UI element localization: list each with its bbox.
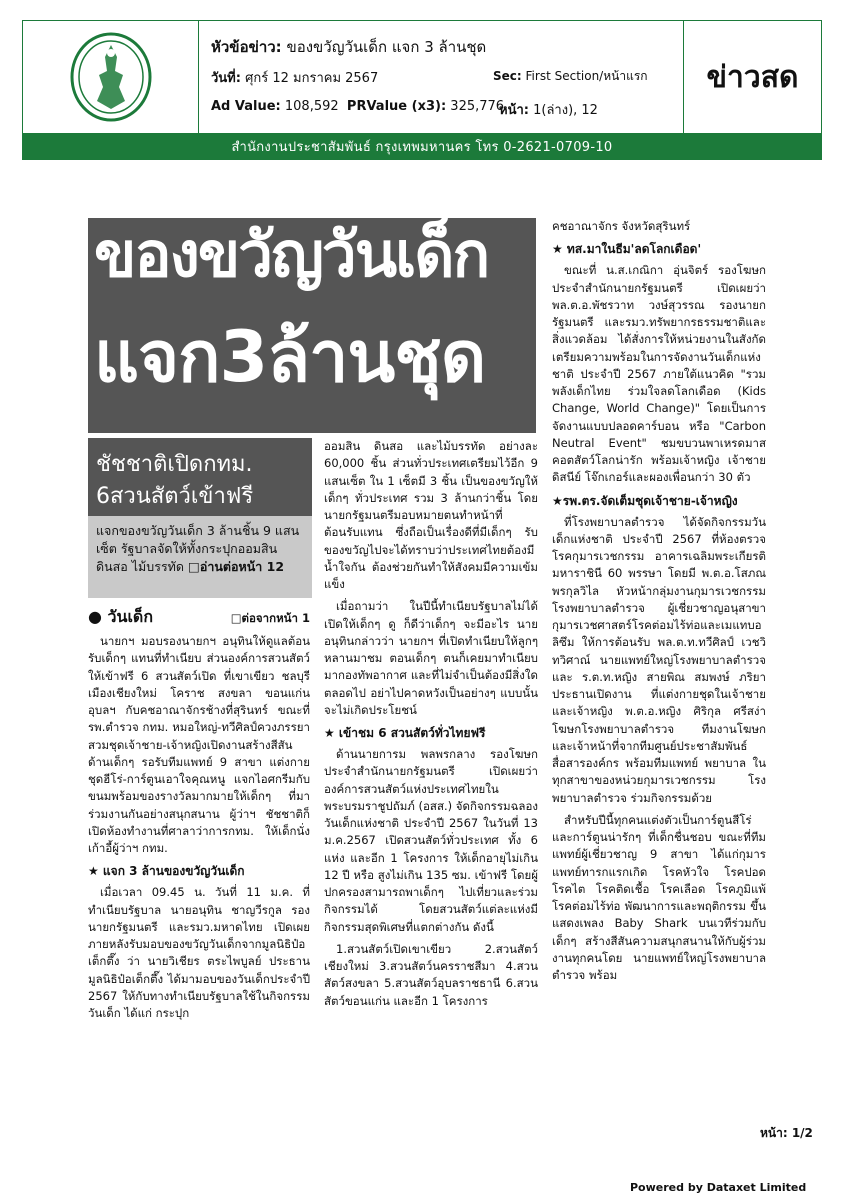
section-label: Sec: [493,69,522,83]
bma-seal-icon [69,31,153,123]
article-column-2 [324,438,538,1015]
kicker-continued: □ต่อจากหน้า 1 [230,611,310,625]
subheadline-box [88,438,312,598]
subheadline-line-1: ชัชชาติเปิดกทม. [96,452,253,477]
subheadline-line-2: 6สวนสัตว์เข้าฟรี [96,484,254,509]
lead-text: แจกของขวัญวันเด็ก 3 ล้านชิ้น 9 แสนเซ็ต รัฐบาลจัดให้ทั้งกระปุกออมสิน ดินสอ ไม้บรรทัด [96,523,300,575]
date-value: ศุกร์ 12 มกราคม 2567 [245,71,379,86]
main-headline [88,218,536,433]
headline-line-2: แจก3ล้านชุด [94,316,486,398]
section-value: First Section/หน้าแรก [525,69,648,83]
date-label: วันที่: [211,71,241,86]
section-heading: ★รพ.ตร.จัดเต็มชุดเจ้าชาย-เจ้าหญิง [552,493,738,508]
date-row [211,67,378,88]
paragraph: ด้านนายการม พลพรกลาง รองโฆษกประจำสำนักนายกรัฐมนตรี เปิดเผยว่า องค์การสวนสัตว์แห่งประเทศไทยในพระบรมราชูปถัมภ์ (อสส.) จัดกิจกรรมฉลองวันเด็กแห่งชาติ ประจำปี 2567 ในวันที่ 13 ม.ค.2567 เปิดสวนสัตว์ทั่วประเทศ ทั้ง 6 แห่ง และอีก 1 โครงการ ให้เด็กอายุไม่เกิน 12 ปี หรือ สูงไม่เกิน 135 ซม. เข้าฟรี โดยผู้ปกครองสามารถพาเด็กๆ ไปเที่ยวและร่วมกิจกรรมได้ โดยสวนสัตว์แต่ละแห่งมีกิจกรรมสุดพิเศษที่แตกต่างกัน ดังนี้ [324,747,538,934]
paragraph: คชอาณาจักร จังหวัดสุรินทร์ [552,219,691,233]
clipping-meta [199,21,684,133]
headline-line-1: ของขวัญวันเด็ก [94,218,489,291]
page-number: หน้า: 1/2 [760,1126,813,1140]
page-label: หน้า: [499,103,529,118]
section-heading: ★ เข้าชม 6 สวนสัตว์ทั่วไทยฟรี [324,726,486,740]
page-row [499,99,598,120]
article-column-1 [88,605,310,1027]
lead-box [88,516,312,598]
section-heading: ★ ทส.มาในธีม'ลดโลกเดือด' [552,242,702,257]
paragraph: ออมสิน ดินสอ และไม้บรรทัด อย่างละ 60,000 ชิ้น ส่วนทั่วประเทศเตรียมไว้อีก 9 แสนเซ็ต ใน 1 เซ็ตมี 3 ชิ้น เป็นของขวัญให้เด็กๆ ทั่วประเทศ รวม 3 ล้านกว่าชิ้น โดยนายกรัฐมนตรีมอบหมายตนทำหน้าที่ต้อนรับแทน ซึ่งถือเป็นเรื่องดีที่มีเด็กๆ รับของขวัญไปจะได้ทราบว่าประเทศไทยต้องมีน้ำใจกัน ต้องช่วยกันทำให้สังคมมีความเข้มแข็ง [324,439,538,591]
headline-label: หัวข้อข่าว: [211,38,282,56]
kicker-row [88,605,310,629]
paragraph: ขณะที่ น.ส.เกณิกา อุ่นจิตร์ รองโฆษกประจำสำนักนายกรัฐมนตรี เปิดเผยว่า พล.ต.อ.พัชรวาท วงษ์สุวรรณ รองนายกรัฐมนตรี และรมว.ทรัพยากรธรรมชาติและสิ่งแวดล้อม ได้สั่งการให้หน่วยงานในสังกัดเตรียมความพร้อมในการจัดงานวันเด็กแห่งชาติ ประจำปี 2567 ภายใต้แนวคิด "รวมพลังเด็กไทย ร่วมใจลดโลกเดือด (Kids Change, World Change)" โดยเป็นการจัดงานแบบปลอดคาร์บอน หรือ "Carbon Neutral Event" ชมขบวนพาเหรดมาสคอตสัตว์โลกน่ารัก พร้อมเจ้าหญิง เจ้าชายดิสนีย์ โจ๊กเกอร์และผองเพื่อนกว่า 30 ตัว [552,263,766,485]
pr-value: 325,776 [450,99,505,114]
paragraph: ที่โรงพยาบาลตำรวจ ได้จัดกิจกรรมวันเด็กแห่งชาติ ประจำปี 2567 ที่ห้องตรวจโรคกุมารเวชกรรม อาคารเฉลิมพระเกียรติมหาราชินี 60 พรรษา โดยมี พ.ต.อ.โสภณ พรกุลวิไล หัวหน้ากลุ่มงานกุมารเวชกรรม โรงพยาบาลตำรวจ ผู้เชี่ยวชาญอนุสาขากุมารเวชศาสตร์โรคต่อมไร้ท่อและเมแทบอลิซึม ให้การต้อนรับ พล.ต.ท.ทวีศิลป์ เวชวิทวิศาณ์ นายแพทย์ใหญ่โรงพยาบาลตำรวจ และ ร.ต.ท.หญิง สายพิณ สมพงษ์ ภริยา ประธานเปิดงาน ที่แต่งกายชุดในเจ้าชายและเจ้าหญิง พ.ต.อ.หญิง ศิริกุล ศรีสง่า โฆษกโรงพยาบาลตำรวจ ทีมงานโฆษก และเจ้าหน้าที่จากทีมศูนย์ประชาสัมพันธ์สื่อสารองค์กร พร้อมทีมแพทย์ พยาบาล ในทุกสาขาของหน่วยกุมารเวชกรรม โรงพยาบาลตำรวจ ร่วมกิจกรรมด้วย [552,514,766,805]
office-bar: สำนักงานประชาสัมพันธ์ กรุงเทพมหานคร โทร 0-2621-0709-10 [23,133,821,159]
headline-row [211,35,486,59]
paragraph: เมื่อถามว่า ในปีนี้ทำเนียบรัฐบาลไม่ได้เปิดให้เด็กๆ ดู ก็ดีว่าเด็กๆ จะมีอะไร นายอนุทินกล่าวว่า นายกฯ ที่เปิดทำเนียบให้ลูกๆ หลานมาชม ตอนเด็กๆ ตนก็เคยมาทำเนียบ มากองทัพอากาศ และที่ไม่จำเป็นต้องมีสิ่งใดตลอดไป อย่าไปคาดหวังเป็นอย่างๆ แบบนั้นจะไม่เกิดประโยชน์ [324,599,538,717]
paragraph: นายกฯ มอบรองนายกฯ อนุทินให้ดูแลต้อนรับเด็กๆ แทนที่ทำเนียบ ส่วนองค์การสวนสัตว์ให้เข้าฟรี 6 สวนสัตว์เปิด ที่เขาเขียว ชลบุรี เมืองเชียงใหม่ โคราช สงขลา ขอนแก่น อุบลฯ กับคชอาณาจักรช้างที่สุรินทร์ ขณะที่รพ.ตำรวจ กทม. หมอใหญ่-ทวีศิลป์ควงภรรยา สวมชุดเจ้าชาย-เจ้าหญิงเปิดงานสร้างสีสัน ด้านเด็กๆ รอรับทีมแพทย์ 9 สาขา แต่งกายชุดฮีโร่-การ์ตูนเอาใจคุณหนู แจกไอศกรีมกับขนมพร้อมของรางวัลมากมายให้เด็กๆ ที่มาร่วมงานกันอย่างสนุกสนาน ผู้ว่าฯ ชัชชาติก็เปิดห้องทำงานที่ศาลาว่าการกทม. ให้เด็กนั่งเก้าอี้ผู้ว่าฯ กทม. [88,634,310,855]
paragraph: เมื่อเวลา 09.45 น. วันที่ 11 ม.ค. ที่ทำเนียบรัฐบาล นายอนุทิน ชาญวีรกูล รองนายกรัฐมนตรี และรมว.มหาดไทย เปิดเผยภายหลังรับมอบของขวัญวันเด็กจากมูลนิธิป๋อเต็กตึ๊ง ว่า นายวิเชียร ตระไพบูลย์ ประธานมูลนิธิป๋อเต็กตึ๊ง ได้มามอบของวันเด็กประจำปี 2567 ให้กับทางทำเนียบรัฐบาลใช้ในกิจกรรมวันเด็ก ได้แก่ กระปุก [88,885,310,1020]
headline-value: ของขวัญวันเด็ก แจก 3 ล้านชุด [286,38,487,56]
paragraph: 1.สวนสัตว์เปิดเขาเขียว 2.สวนสัตว์เชียงใหม่ 3.สวนสัตว์นครราชสีมา 4.สวนสัตว์สงขลา 5.สวนสัตว์อุบลราชธานี 6.สวนสัตว์ขอนแก่น และอีก 1 โครงการ [324,941,538,1008]
clipping-header [22,20,822,160]
page-value: 1(ล่าง), 12 [533,103,598,118]
section-row [493,67,648,86]
pr-value-label: PRValue (x3): [346,99,447,114]
section-heading: ★ แจก 3 ล้านของขวัญวันเด็ก [88,864,245,879]
article-column-3 [552,218,766,989]
footer-credit: Powered by Dataxet Limited [630,1181,807,1194]
kicker-title: ● วันเด็ก [88,607,153,626]
ad-value-label: Ad Value: [211,99,281,114]
ad-value: 108,592 [284,99,339,114]
continue-note: □อ่านต่อหน้า 12 [188,559,285,575]
paragraph: สำหรับปีนี้ทุกคนแต่งตัวเป็นการ์ตูนสีโร่และการ์ตูนน่ารักๆ ที่เด็กชื่นชอบ ขณะที่ทีมแพทย์ผู้เชี่ยวชาญ 9 สาขา ได้แก่กุมารแพทย์ทารกแรกเกิด โรคหัวใจ โรคปอด โรคไต โรคติดเชื้อ โรคเลือด โรคภูมิแพ้ โรคต่อมไร้ท่อ พัฒนาการและพฤติกรรม ขึ้นแสดงเพลง Baby Shark บนเวทีร่วมกับเด็กๆ สร้างสีสันความสนุกสนานให้กับผู้ร่วมงานทุกคนโดย นายแพทย์ใหญ่โรงพยาบาลตำรวจ พร้อม [552,812,766,982]
value-row [211,99,504,114]
news-type: ข่าวสด [706,59,799,95]
logo-area [23,21,199,133]
